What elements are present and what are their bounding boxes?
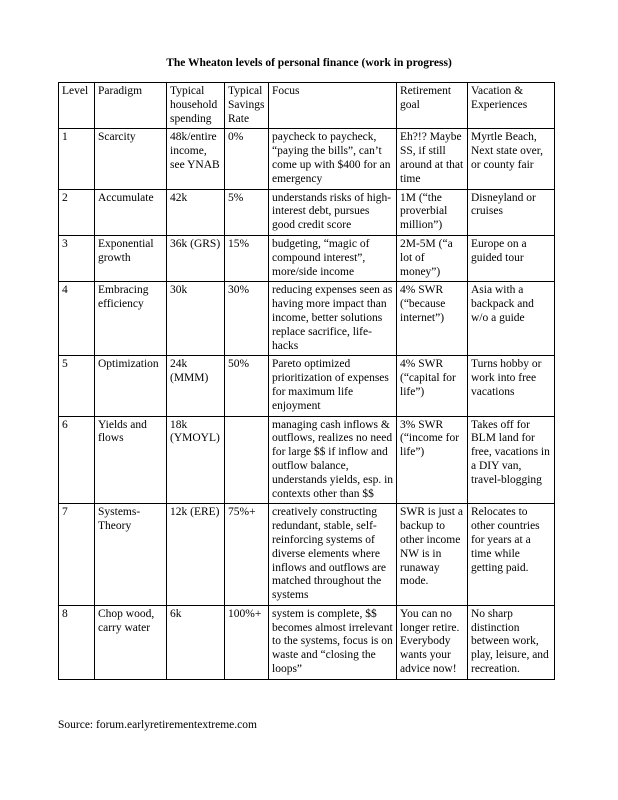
levels-table: [58, 82, 555, 680]
retirement-goal-cell: You can no longer retire. Everybody wants your advice now!: [397, 605, 468, 679]
spending-cell: 48k/entire income, see YNAB: [167, 129, 225, 189]
vacation-cell: Myrtle Beach, Next state over, or county fair: [468, 129, 555, 189]
vacation-cell: No sharp distinction between work, play, leisure, and recreation.: [468, 605, 555, 679]
level-cell: 8: [59, 605, 95, 679]
table-row: [59, 189, 555, 235]
vacation-cell: Disneyland or cruises: [468, 189, 555, 235]
level-cell: 4: [59, 282, 95, 356]
focus-cell: reducing expenses seen as having more impact than income, better solutions replace sacrifice, life-hacks: [269, 282, 397, 356]
paradigm-cell: Systems-Theory: [95, 504, 167, 606]
focus-cell: budgeting, “magic of compound interest”, more/side income: [269, 235, 397, 281]
retirement-goal-cell: 3% SWR (“income for life”): [397, 416, 468, 504]
level-cell: 1: [59, 129, 95, 189]
spending-cell: 30k: [167, 282, 225, 356]
level-cell: 2: [59, 189, 95, 235]
column-header-retirement-goal: Retirement goal: [397, 83, 468, 129]
focus-cell: managing cash inflows & outflows, realizes no need for large $$ if inflow and outflow balance, understands yields, esp. in contexts other than $$: [269, 416, 397, 504]
paradigm-cell: Chop wood, carry water: [95, 605, 167, 679]
paradigm-cell: Exponential growth: [95, 235, 167, 281]
focus-cell: Pareto optimized prioritization of expenses for maximum life enjoyment: [269, 356, 397, 416]
savings-rate-cell: 30%: [225, 282, 269, 356]
vacation-cell: Turns hobby or work into free vacations: [468, 356, 555, 416]
savings-rate-cell: 50%: [225, 356, 269, 416]
column-header-spending: Typical household spending: [167, 83, 225, 129]
savings-rate-cell: [225, 416, 269, 504]
table-row: [59, 235, 555, 281]
level-cell: 3: [59, 235, 95, 281]
spending-cell: 12k (ERE): [167, 504, 225, 606]
vacation-cell: Asia with a backpack and w/o a guide: [468, 282, 555, 356]
savings-rate-cell: 15%: [225, 235, 269, 281]
retirement-goal-cell: 1M (“the proverbial million”): [397, 189, 468, 235]
spending-cell: 36k (GRS): [167, 235, 225, 281]
table-row: [59, 356, 555, 416]
savings-rate-cell: 75%+: [225, 504, 269, 606]
spending-cell: 24k (MMM): [167, 356, 225, 416]
column-header-paradigm: Paradigm: [95, 83, 167, 129]
retirement-goal-cell: 2M-5M (“a lot of money”): [397, 235, 468, 281]
column-header-vacation: Vacation & Experiences: [468, 83, 555, 129]
table-row: [59, 605, 555, 679]
focus-cell: paycheck to paycheck, “paying the bills”, can’t come up with $400 for an emergency: [269, 129, 397, 189]
vacation-cell: Europe on a guided tour: [468, 235, 555, 281]
retirement-goal-cell: 4% SWR (“because internet”): [397, 282, 468, 356]
savings-rate-cell: 100%+: [225, 605, 269, 679]
document-title: The Wheaton levels of personal finance (work in progress): [166, 57, 452, 69]
level-cell: 6: [59, 416, 95, 504]
focus-cell: understands risks of high-interest debt, pursues good credit score: [269, 189, 397, 235]
focus-cell: creatively constructing redundant, stable, self-reinforcing systems of diverse elements where inflows and outflows are matched throughout the systems: [269, 504, 397, 606]
source-note: Source: forum.earlyretirementextreme.com: [58, 719, 257, 731]
table-row: [59, 416, 555, 504]
paradigm-cell: Optimization: [95, 356, 167, 416]
column-header-savings-rate: Typical Savings Rate: [225, 83, 269, 129]
retirement-goal-cell: SWR is just a backup to other income NW is in runaway mode.: [397, 504, 468, 606]
spending-cell: 18k (YMOYL): [167, 416, 225, 504]
level-cell: 7: [59, 504, 95, 606]
paradigm-cell: Accumulate: [95, 189, 167, 235]
level-cell: 5: [59, 356, 95, 416]
focus-cell: system is complete, $$ becomes almost irrelevant to the systems, focus is on waste and “closing the loops”: [269, 605, 397, 679]
table-row: [59, 129, 555, 189]
spending-cell: 6k: [167, 605, 225, 679]
paradigm-cell: Embracing efficiency: [95, 282, 167, 356]
table-row: [59, 282, 555, 356]
savings-rate-cell: 5%: [225, 189, 269, 235]
vacation-cell: Takes off for BLM land for free, vacations in a DIY van, travel-blogging: [468, 416, 555, 504]
paradigm-cell: Scarcity: [95, 129, 167, 189]
column-header-focus: Focus: [269, 83, 397, 129]
table-row: [59, 504, 555, 606]
savings-rate-cell: 0%: [225, 129, 269, 189]
retirement-goal-cell: 4% SWR (“capital for life”): [397, 356, 468, 416]
spending-cell: 42k: [167, 189, 225, 235]
retirement-goal-cell: Eh?!? Maybe SS, if still around at that time: [397, 129, 468, 189]
table-header-row: [59, 83, 555, 129]
vacation-cell: Relocates to other countries for years at a time while getting paid.: [468, 504, 555, 606]
paradigm-cell: Yields and flows: [95, 416, 167, 504]
column-header-level: Level: [59, 83, 95, 129]
